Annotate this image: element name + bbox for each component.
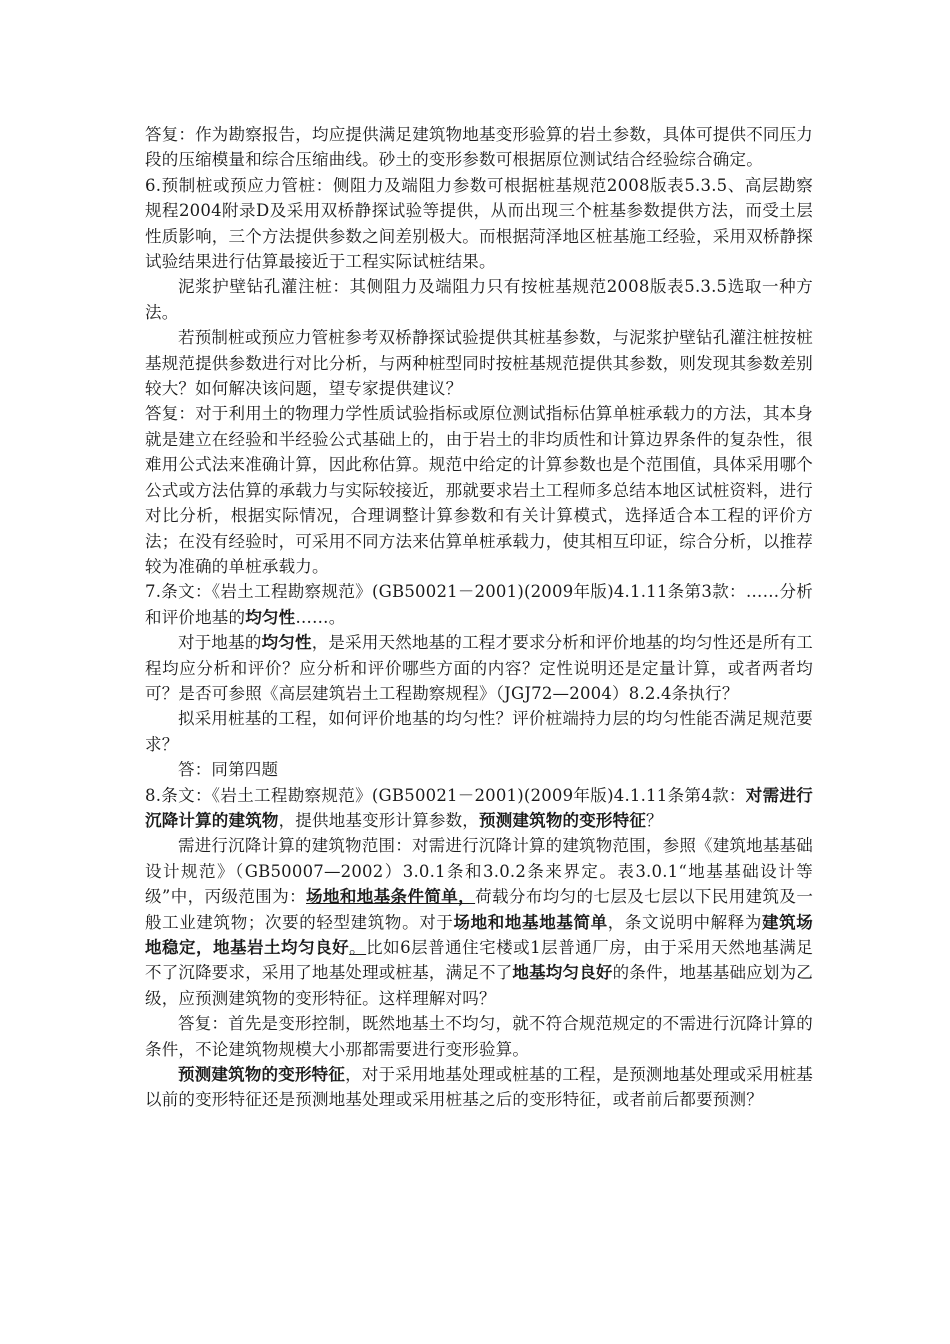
bold-term-deformation-features: 预测建筑物的变形特征 bbox=[479, 810, 647, 830]
bold-term-deformation-features: 预测建筑物的变形特征 bbox=[178, 1065, 346, 1085]
bold-term-settlement-buildings: 对需进行沉降计算的建筑物 bbox=[145, 785, 813, 830]
document-body bbox=[145, 122, 813, 1113]
uniformity-question-paragraph bbox=[145, 630, 813, 706]
question-7-clause bbox=[145, 579, 813, 630]
text-run: ，提供地基变形计算参数， bbox=[278, 810, 480, 830]
text-run: 需进行沉降计算的建筑物范围：对需进行沉降计算的建筑物范围，参照《建筑地基基础设计规范》（GB50007—2002）3.0.1条和3.0.2条来界定。表3.0.1“地基基础设计等级”中，丙级范围为： bbox=[145, 836, 813, 907]
pile-comparison-question: 若预制桩或预应力管桩参考双桥静探试验提供其桩基参数，与泥浆护壁钻孔灌注桩按桩基规范提供参数进行对比分析，与两种桩型同时按桩基规范提供其参数，则发现其参数差别较大？如何解决该问题，望专家提供建议？ bbox=[145, 328, 813, 399]
answer-deformation-control: 答复：首先是变形控制，既然地基土不均匀，就不符合规范规定的不需进行沉降计算的条件，不论建筑物规模大小那都需要进行变形验算。 bbox=[145, 1014, 813, 1059]
bold-term-uniform-foundation: 地基均匀良好 bbox=[512, 963, 613, 983]
question-8-clause bbox=[145, 783, 813, 834]
bold-term-simple-foundation: 场地和地基地基简单 bbox=[453, 912, 608, 932]
answer-same-as-four: 答：同第四题 bbox=[178, 760, 279, 780]
bored-pile-paragraph: 泥浆护壁钻孔灌注桩：其侧阻力及端阻力只有按桩基规范2008版表5.3.5选取一种方法。 bbox=[145, 277, 813, 322]
text-run: ，对于采用地基处理或桩基的工程，是预测地基处理或采用桩基以前的变形特征还是预测地基处理或采用桩基之后的变形特征，或者前后都要预测？ bbox=[145, 1065, 813, 1110]
text-run: 的条件，地基基础应划为乙级，应预测建筑物的变形特征。这样理解对吗？ bbox=[145, 963, 814, 1008]
clause-text: 7.条文：《岩土工程勘察规范》(GB50021－2001)(2009年版)4.1.11条第3款：……分析和评价地基的 bbox=[145, 582, 813, 627]
bold-term-stable-site: 建筑场地稳定，地基岩土均匀良好 bbox=[145, 912, 813, 957]
settlement-range-paragraph bbox=[145, 833, 813, 1011]
text-run: ，条文说明中解释为 bbox=[607, 912, 762, 932]
underlined-period: 。 bbox=[349, 938, 367, 957]
text-run: 对于地基的 bbox=[178, 633, 262, 653]
bold-term-simple-site: 场地和地基条件简单， bbox=[306, 887, 476, 907]
answer-paragraph-deformation-params: 答复：作为勘察报告，均应提供满足建筑物地基变形验算的岩土参数，具体可提供不同压力段的压缩模量和综合压缩曲线。砂土的变形参数可根据原位测试结合经验综合确定。 bbox=[145, 125, 813, 170]
bold-term-uniformity: 均匀性 bbox=[245, 607, 296, 627]
text-run: ，是采用天然地基的工程才要求分析和评价地基的均匀性还是所有工程均应分析和评价？应分析和评价哪些方面的内容？定性说明还是定量计算，或者两者均可？是否可参照《高层建筑岩土工程勘察规程》（JGJ72—2004）8.2.4条执行？ bbox=[145, 633, 814, 703]
answer-paragraph-pile-capacity: 答复：对于利用土的物理力学性质试验指标或原位测试指标估算单桩承载力的方法，其本身就是建立在经验和半经验公式基础上的，由于岩土的非均质性和计算边界条件的复杂性，很难用公式法来准确计算，因此称估算。规范中给定的计算参数也是个范围值，具体采用哪个公式或方法估算的承载力与实际较接近，那就要求岩土工程师多总结本地区试桩资料，进行对比分析，根据实际情况，合理调整计算参数和有关计算模式，选择适合本工程的评价方法；在没有经验时，可采用不同方法来估算单桩承载力，使其相互印证，综合分析，以推荐较为准确的单桩承载力。 bbox=[145, 404, 813, 576]
text-run: ？ bbox=[646, 810, 663, 830]
text-run: 比如6层普通住宅楼或1层普通厂房，由于采用天然地基满足不了沉降要求，采用了地基处理或桩基，满足不了 bbox=[145, 938, 813, 983]
pile-uniformity-question: 拟采用桩基的工程，如何评价地基的均匀性？评价桩端持力层的均匀性能否满足规范要求？ bbox=[145, 709, 813, 754]
clause-text: 8.条文：《岩土工程勘察规范》(GB50021－2001)(2009年版)4.1.11条第4款： bbox=[145, 785, 746, 805]
bold-term-uniformity: 均匀性 bbox=[261, 633, 312, 653]
text-run: 荷载分布均匀的七层及七层以下民用建筑及一般工业建筑物；次要的轻型建筑物。对于 bbox=[145, 887, 814, 932]
question-6-paragraph: 6.预制桩或预应力管桩：侧阻力及端阻力参数可根据桩基规范2008版表5.3.5、高层勘察规程2004附录D及采用双桥静探试验等提供，从而出现三个桩基参数提供方法，而受土层性质影响，三个方法提供参数之间差别极大。而根据菏泽地区桩基施工经验，采用双桥静探试验结果进行估算最接近于工程实际试桩结果。 bbox=[145, 175, 813, 272]
clause-text-end: ……。 bbox=[295, 607, 346, 627]
deformation-prediction-question bbox=[145, 1062, 813, 1113]
